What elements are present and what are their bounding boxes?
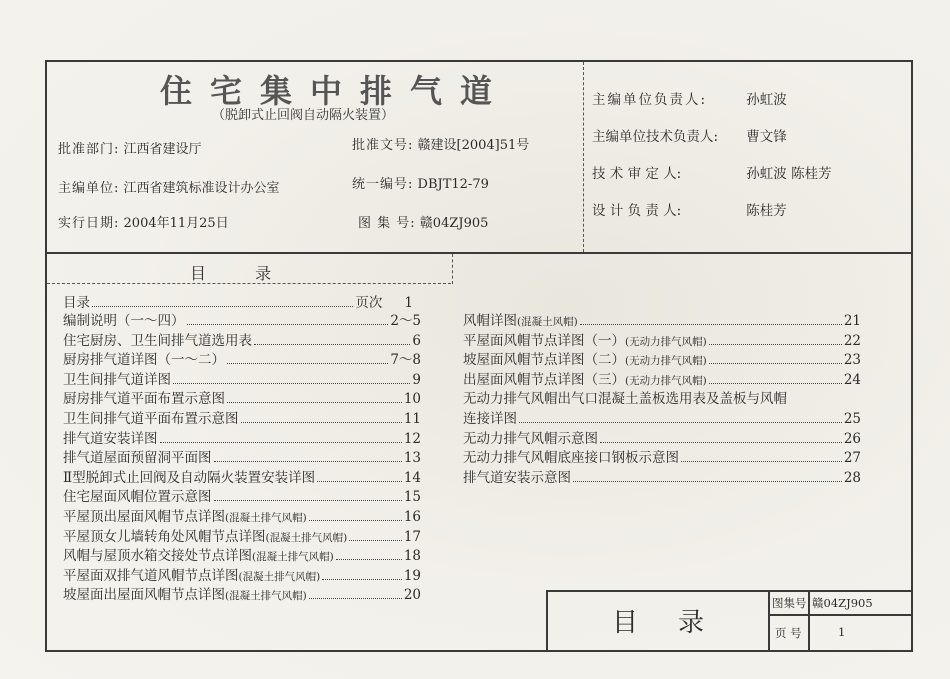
- toc-item-title: 平屋面风帽节点详图（一）(无动力排气风帽): [463, 332, 707, 349]
- toc-item[interactable]: [463, 427, 861, 447]
- toc-leader-dots: [336, 559, 402, 560]
- responsible-row: 技 术 审 定 人: 孙虹波 陈桂芳: [592, 166, 832, 182]
- toc-item[interactable]: [63, 525, 421, 545]
- toc-item-page: 2～5: [390, 313, 421, 329]
- toc-item-subtitle: (混凝土风帽): [517, 316, 578, 328]
- toc-leader-dots: [214, 500, 402, 501]
- header-divider-vertical: [583, 62, 584, 252]
- page-number-label: 页 号: [775, 626, 802, 640]
- toc-item-title: 无动力排气风帽底座接口钢板示意图: [463, 450, 679, 467]
- toc-item[interactable]: [63, 368, 421, 388]
- toc-item-title: 排气道安装示意图: [463, 469, 571, 486]
- toc-item[interactable]: [63, 564, 421, 584]
- toc-item-title: 风帽与屋顶水箱交接处节点详图(混凝土排气风帽): [63, 548, 334, 565]
- toc-item[interactable]: [63, 466, 421, 486]
- toc-item-subtitle: (无动力排气风帽): [625, 374, 707, 387]
- toc-item-subtitle: (混凝土排气风帽): [265, 531, 348, 544]
- toc-item-title: 住宅屋面风帽位置示意图: [63, 489, 212, 506]
- toc-item-page: 24: [843, 371, 861, 388]
- document-title: 住宅集中排气道: [160, 72, 511, 110]
- toc-item-page: 16: [403, 509, 421, 525]
- toc-item-title: 卫生间排气道平面布置示意图: [63, 411, 239, 427]
- title-block-divider: [768, 590, 770, 652]
- toc-item[interactable]: [63, 505, 421, 525]
- toc-leader-dots: [214, 461, 402, 462]
- toc-item[interactable]: [463, 387, 861, 407]
- toc-item-page: 20: [403, 587, 421, 604]
- page-number-value: 1: [838, 625, 846, 639]
- toc-item[interactable]: [63, 407, 421, 427]
- toc-item-page: 27: [843, 450, 861, 467]
- toc-leader-dots: [187, 324, 389, 325]
- toc-item-title: 坡屋面出屋面风帽节点详图(混凝土排气风帽): [63, 587, 307, 604]
- toc-item[interactable]: [63, 387, 421, 407]
- toc-item-page: 26: [843, 430, 861, 447]
- toc-item-page: 17: [403, 528, 421, 545]
- document-subtitle: （脱卸式止回阀自动隔火装置）: [212, 108, 395, 123]
- toc-leader-dots: [309, 598, 402, 599]
- toc-item-title: 风帽详图(混凝土风帽): [463, 313, 578, 329]
- toc-item-title: 厨房排气道平面布置示意图: [63, 391, 225, 408]
- toc-item-title: Ⅱ型脱卸式止回阀及自动隔火装置安装详图: [63, 469, 316, 486]
- atlas-number-value: 赣04ZJ905: [812, 596, 873, 610]
- header-divider-horizontal: [45, 252, 913, 254]
- toc-item-page: 13: [403, 450, 421, 467]
- title-block-top: [546, 590, 913, 592]
- toc-item-subtitle: (混凝土排气风帽): [225, 590, 307, 603]
- toc-item-subtitle: (混凝土排气风帽): [238, 570, 321, 583]
- toc-item-title: 平屋面双排气道风帽节点详图(混凝土排气风帽): [63, 567, 321, 584]
- toc-item-subtitle: (混凝土排气风帽): [225, 512, 307, 524]
- toc-item-page: 7～8: [390, 352, 421, 369]
- toc-item[interactable]: [463, 407, 861, 427]
- toc-item-title: 排气道屋面预留洞平面图: [63, 450, 212, 467]
- toc-leader-dots: [600, 442, 842, 443]
- toc-leader-dots: [160, 442, 402, 443]
- toc-leader-dots: [709, 383, 842, 384]
- toc-item-page: 21: [843, 313, 861, 329]
- editor-unit: 主编单位: 江西省建筑标准设计办公室: [58, 181, 280, 196]
- toc-leader-dots: [709, 344, 842, 345]
- toc-item-page: 12: [403, 430, 421, 447]
- toc-item-page: 23: [843, 352, 861, 369]
- title-block-mid: [768, 614, 913, 616]
- toc-item-page: 9: [412, 371, 421, 388]
- toc-item[interactable]: [63, 446, 421, 466]
- toc-item-page: 11: [403, 411, 421, 427]
- toc-item-title: 平屋顶出屋面风帽节点详图(混凝土排气风帽): [63, 509, 307, 525]
- atlas-number-label: 图集号: [772, 596, 807, 610]
- toc-item[interactable]: [63, 309, 421, 329]
- toc-item-title: 无动力排气风帽示意图: [463, 430, 598, 447]
- toc-item-subtitle: (无动力排气风帽): [625, 355, 707, 368]
- toc-item-title: 无动力排气风帽出气口混凝土盖板选用表及盖板与风帽: [463, 391, 787, 408]
- responsible-row: 主编单位技术负责人: 曹文锋: [592, 129, 787, 145]
- toc-item[interactable]: [463, 466, 861, 486]
- toc-item-title: 卫生间排气道详图: [63, 371, 171, 388]
- toc-item-title: 平屋顶女儿墙转角处风帽节点详图(混凝土排气风帽): [63, 528, 348, 545]
- toc-item[interactable]: [463, 368, 861, 388]
- responsible-row: 设 计 负 责 人: 陈桂芳: [592, 203, 787, 219]
- toc-item-page: 15: [403, 489, 421, 506]
- toc-item[interactable]: [63, 485, 421, 505]
- toc-leader-dots: [681, 461, 842, 462]
- toc-header-row: 目录 页次 1: [63, 295, 413, 311]
- toc-item[interactable]: [63, 544, 421, 564]
- approval-doc: 批准文号: 赣建设[2004]51号: [352, 138, 530, 153]
- toc-item[interactable]: [63, 583, 421, 603]
- toc-leader-dots: [580, 324, 842, 325]
- toc-leader-dots: [309, 520, 402, 521]
- responsible-row: 主编单位负责人: 孙虹波: [592, 92, 787, 108]
- toc-item-page: 10: [403, 391, 421, 408]
- toc-item-subtitle: (无动力排气风帽): [625, 335, 707, 348]
- toc-leader-dots: [349, 540, 402, 541]
- toc-leader-dots: [709, 363, 842, 364]
- toc-item[interactable]: [463, 329, 861, 349]
- toc-column-divider: [452, 254, 453, 284]
- toc-leader-dots: [254, 344, 410, 345]
- toc-leader-dots: [241, 422, 402, 423]
- toc-item-page: 6: [412, 332, 421, 349]
- toc-item[interactable]: [63, 329, 421, 349]
- effective-date: 实行日期: 2004年11月25日: [58, 216, 229, 231]
- toc-title-underline: [47, 283, 451, 284]
- toc-item-title: 住宅厨房、卫生间排气道选用表: [63, 332, 252, 349]
- toc-item[interactable]: [463, 446, 861, 466]
- toc-item[interactable]: [63, 427, 421, 447]
- title-block-divider: [808, 590, 810, 652]
- toc-item[interactable]: [463, 348, 861, 368]
- toc-item-page: 19: [403, 567, 421, 584]
- approval-dept: 批准部门: 江西省建设厅: [58, 142, 202, 157]
- sheet-title: 目录: [612, 608, 745, 638]
- toc-leader-dots: [573, 481, 842, 482]
- toc-item[interactable]: [63, 348, 421, 368]
- toc-leader-dots: [173, 383, 410, 384]
- toc-item-title: 出屋面风帽节点详图（三）(无动力排气风帽): [463, 371, 707, 388]
- toc-item-title: 连接详图: [463, 411, 517, 427]
- toc-leader-dots: [519, 422, 842, 423]
- unified-no: 统一编号: DBJT12-79: [352, 177, 489, 192]
- toc-leader-dots: [227, 402, 402, 403]
- toc-item-page: 25: [843, 411, 861, 427]
- toc-item[interactable]: [463, 309, 861, 329]
- toc-title: 目 录: [190, 264, 294, 283]
- toc-item-page: 14: [403, 469, 421, 486]
- toc-item-subtitle: (混凝土排气风帽): [252, 551, 334, 564]
- toc-item-page: 18: [403, 548, 421, 565]
- title-block-left: [546, 590, 548, 652]
- toc-leader-dots: [227, 363, 388, 364]
- toc-item-title: 编制说明（一～四）: [63, 313, 185, 329]
- toc-item-title: 坡屋面风帽节点详图（二）(无动力排气风帽): [463, 352, 707, 369]
- toc-item-page: 28: [843, 469, 861, 486]
- toc-item-title: 厨房排气道详图（一～二）: [63, 352, 225, 369]
- toc-item-page: 22: [843, 332, 861, 349]
- toc-leader-dots: [317, 481, 402, 482]
- toc-leader-dots: [322, 579, 402, 580]
- toc-item-title: 排气道安装详图: [63, 430, 158, 447]
- atlas-no: 图 集 号: 赣04ZJ905: [358, 216, 489, 231]
